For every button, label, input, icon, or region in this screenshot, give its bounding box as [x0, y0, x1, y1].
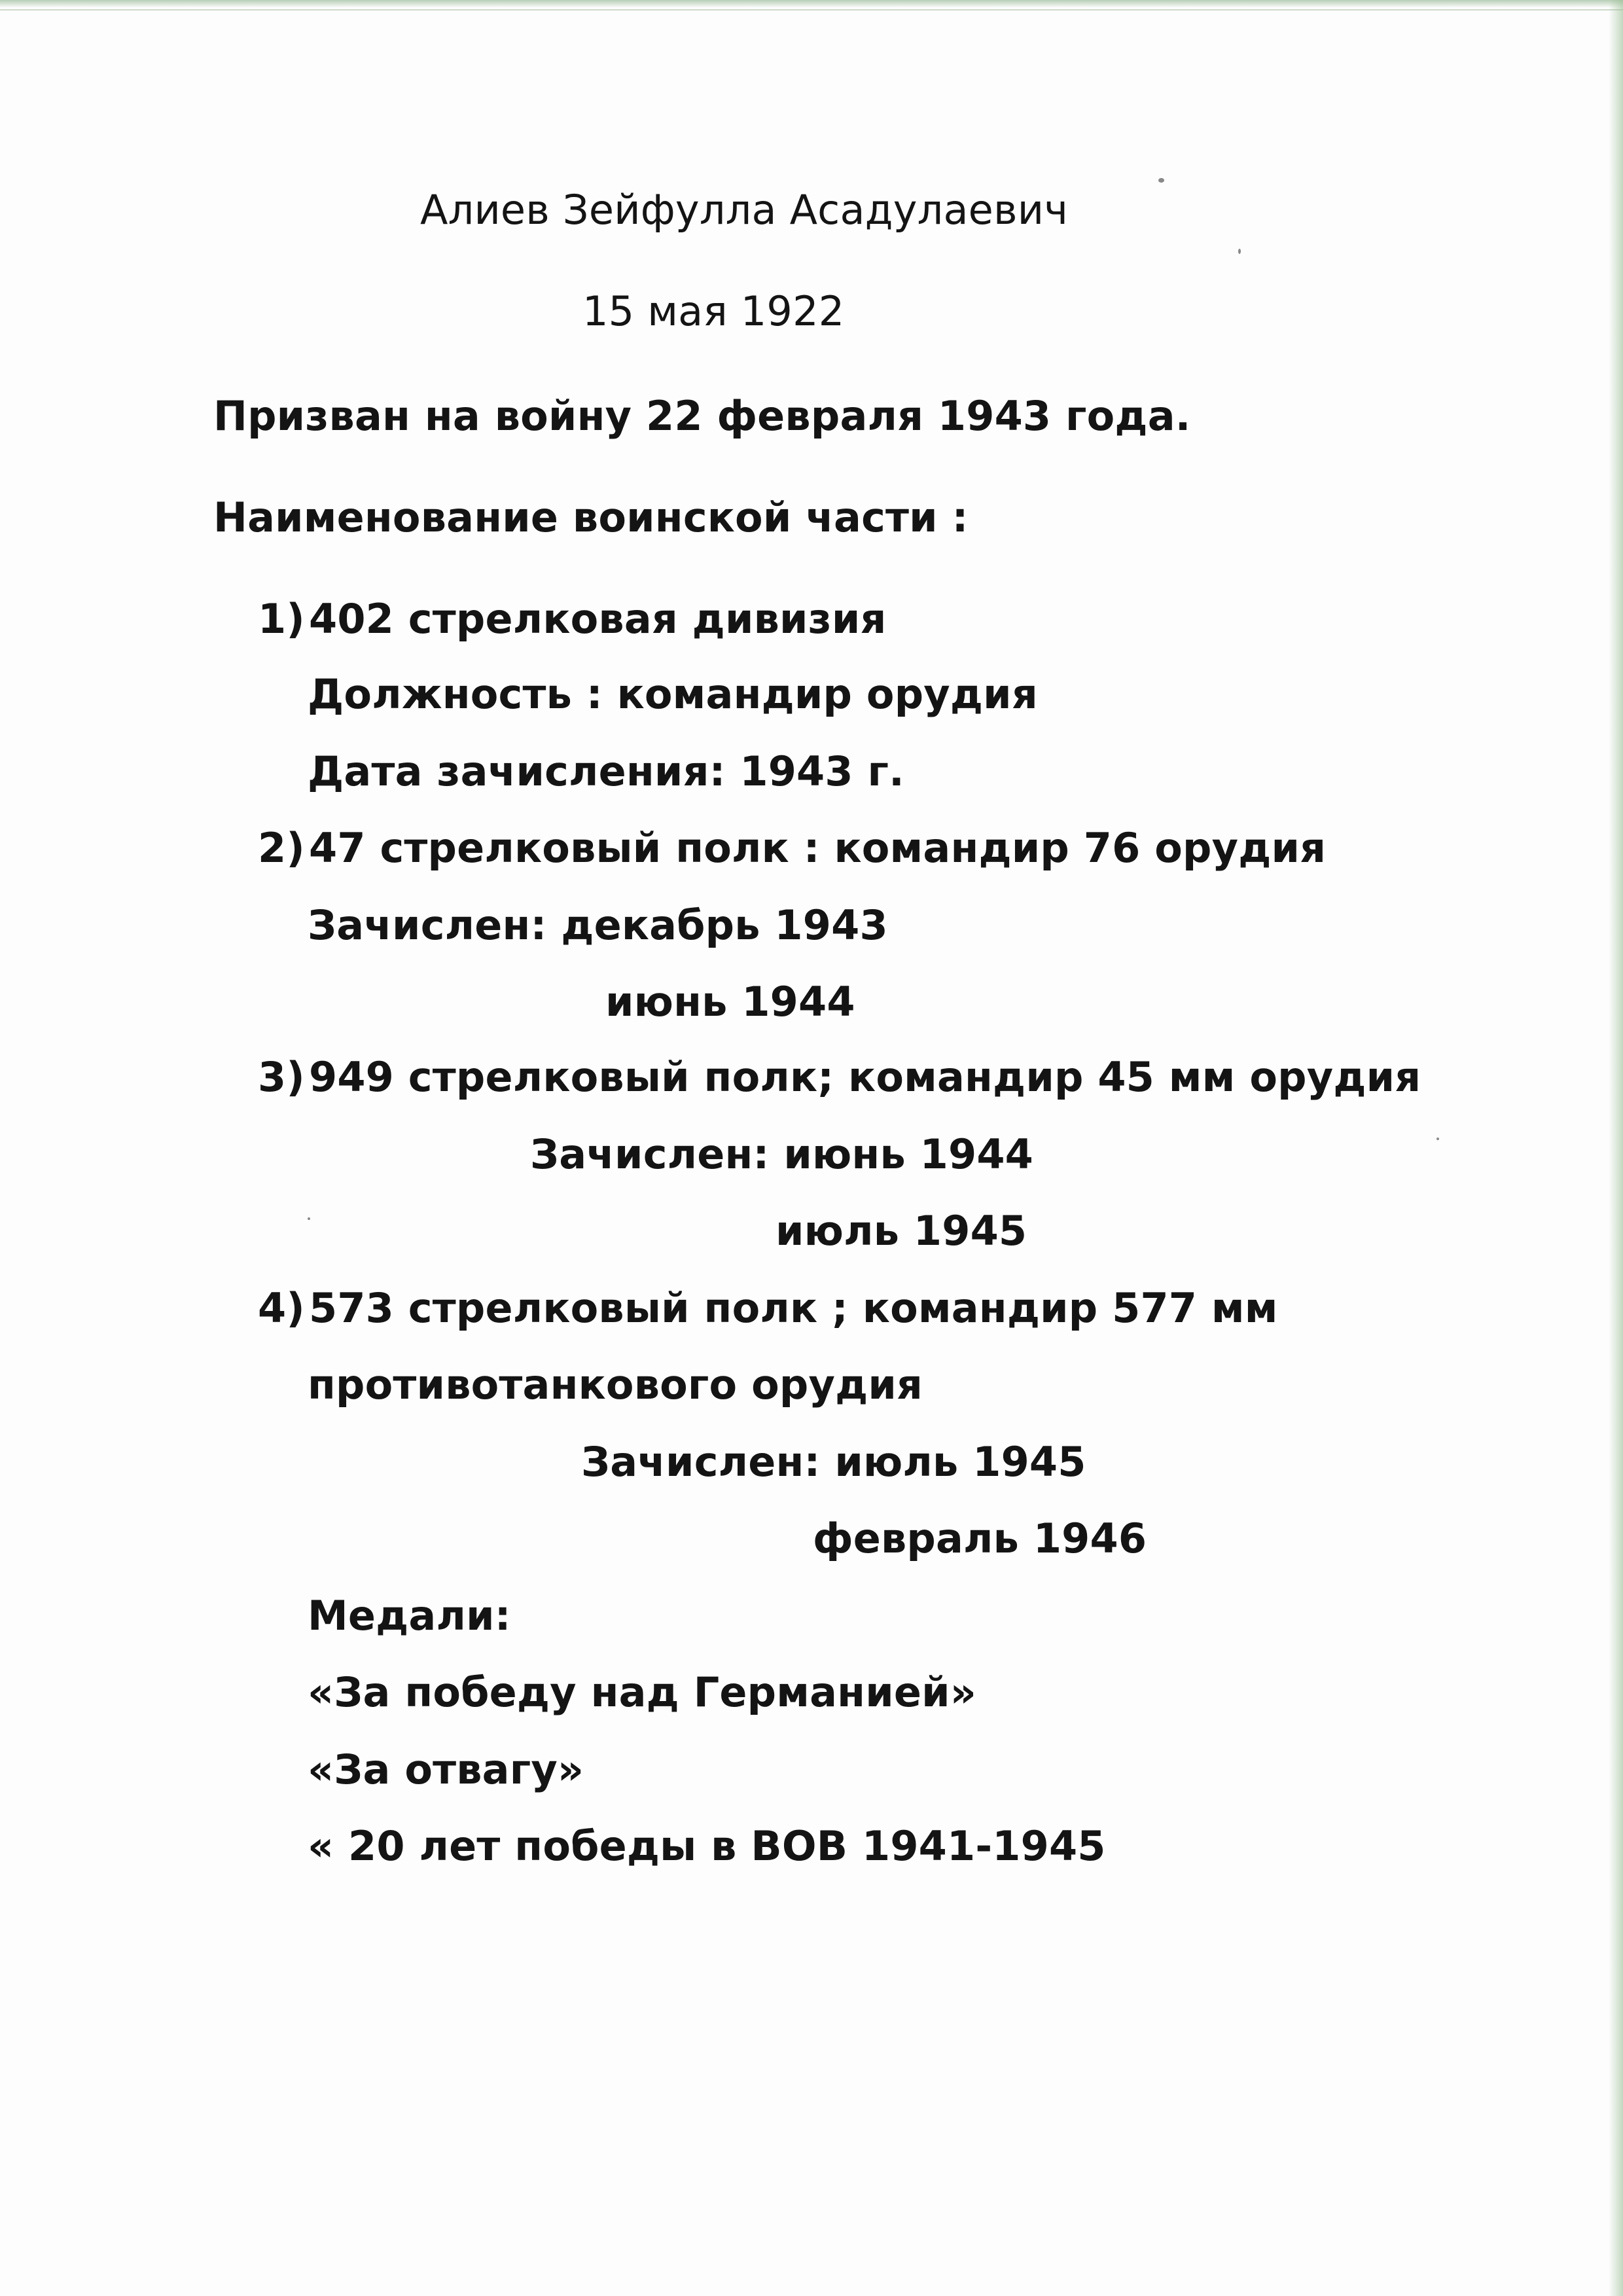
unit-4-until: февраль 1946	[813, 1515, 1147, 1562]
unit-4-number: 4)	[258, 1284, 305, 1332]
unit-1-enlist-date: Дата зачисления: 1943 г.	[308, 747, 904, 795]
scan-edge-line	[0, 9, 1623, 10]
unit-3-enlisted: Зачислен: июнь 1944	[530, 1130, 1034, 1178]
scan-speck	[1436, 1138, 1439, 1140]
scan-edge-right	[1609, 0, 1623, 2296]
person-name: Алиев Зейфулла Асадулаевич	[420, 186, 1069, 234]
conscription-line: Призван на войну 22 февраля 1943 года.	[213, 392, 1191, 440]
medal-item: « 20 лет победы в ВОВ 1941-1945	[308, 1822, 1106, 1870]
unit-4-text: 573 стрелковый полк ; командир 577 мм	[309, 1284, 1278, 1332]
unit-1-number: 1)	[258, 595, 305, 643]
unit-1-position: Должность : командир орудия	[308, 670, 1038, 718]
unit-1-line	[258, 595, 887, 643]
unit-2-text: 47 стрелковый полк : командир 76 орудия	[309, 824, 1327, 872]
unit-2-number: 2)	[258, 824, 305, 872]
scan-speck	[308, 1217, 310, 1220]
birth-date: 15 мая 1922	[582, 287, 845, 335]
unit-2-line	[258, 824, 1327, 872]
unit-4-line	[258, 1284, 1278, 1332]
unit-3-text: 949 стрелковый полк; командир 45 мм орудия	[309, 1053, 1421, 1101]
scan-speck	[1238, 249, 1241, 254]
units-heading: Наименование воинской части :	[213, 493, 969, 541]
unit-1-text: 402 стрелковая дивизия	[309, 595, 887, 643]
unit-3-number: 3)	[258, 1053, 305, 1101]
medals-heading: Медали:	[308, 1592, 511, 1640]
scan-edge-top	[0, 0, 1623, 8]
unit-3-until: июль 1945	[776, 1207, 1027, 1255]
unit-4-enlisted: Зачислен: июль 1945	[581, 1438, 1086, 1486]
scan-speck	[1158, 178, 1164, 183]
unit-4-line2: противотанкового орудия	[308, 1361, 923, 1408]
unit-3-line	[258, 1053, 1421, 1101]
unit-2-enlisted: Зачислен: декабрь 1943	[308, 901, 888, 949]
medal-item: «За победу над Германией»	[308, 1668, 976, 1716]
unit-2-until: июнь 1944	[605, 978, 855, 1026]
medal-item: «За отвагу»	[308, 1746, 584, 1793]
